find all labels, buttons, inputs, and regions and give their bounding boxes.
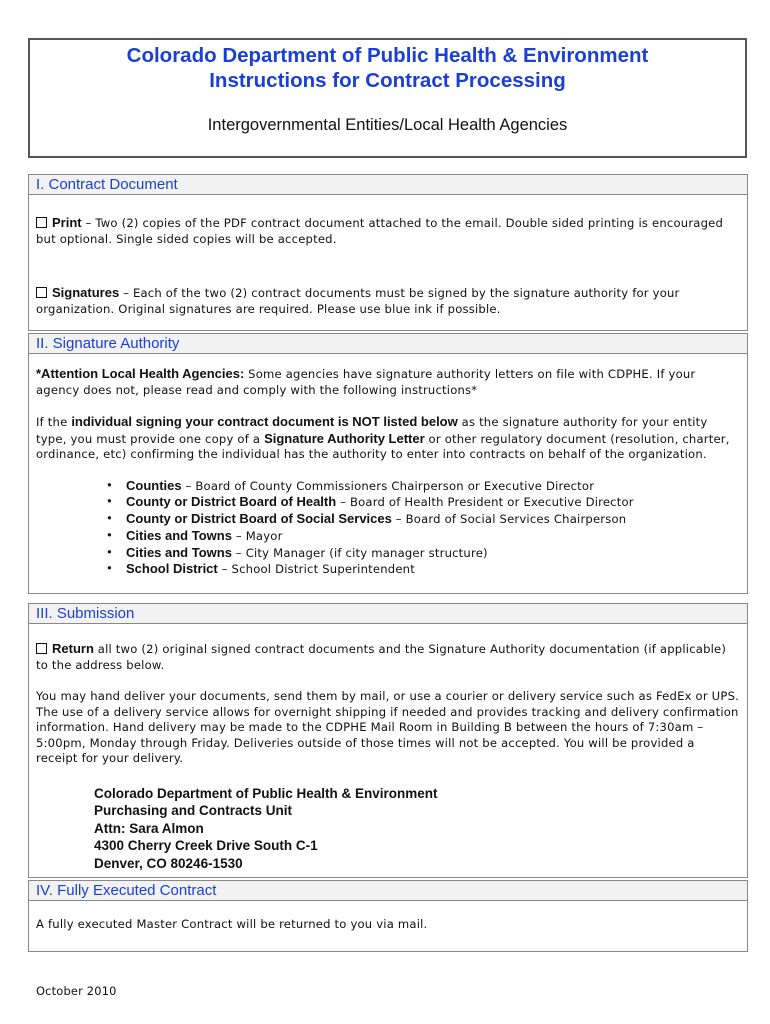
return-label: Return bbox=[52, 641, 94, 656]
para-prefix: If the bbox=[36, 415, 72, 429]
checkbox-icon bbox=[36, 643, 47, 654]
item-label: Counties bbox=[126, 477, 182, 493]
title-line-2: Instructions for Contract Processing bbox=[209, 69, 566, 92]
para-mid: as the signature authority for your entity type, you must provide one copy of a bbox=[36, 415, 708, 446]
item-text: – Board of County Commissioners Chairperson or Executive Director bbox=[181, 478, 595, 493]
document-subtitle: Intergovernmental Entities/Local Health Agencies bbox=[207, 116, 568, 134]
checkbox-icon bbox=[36, 217, 47, 228]
section-heading: I. Contract Document bbox=[29, 174, 747, 195]
checkbox-icon bbox=[36, 287, 47, 298]
section-submission bbox=[28, 603, 748, 878]
return-text: all two (2) original signed contract documents and the Signature Authority documentation (if applicable) to the address below. bbox=[36, 642, 727, 672]
signatures-instruction bbox=[29, 285, 747, 317]
document-title bbox=[30, 43, 745, 93]
delivery-paragraph: You may hand deliver your documents, send them by mail, or use a courier or delivery service such as FedEx or UPS. The use of a delivery service allows for overnight shipping if needed and provides tracking and delivery confirmation information. Hand delivery may be made to the CDPHE Mail Room in Building B between the hours of 7:30am – 5:00pm, Monday through Friday. Deliveries outside of those times will not be accepted. You will be provided a receipt for your delivery. bbox=[36, 689, 740, 765]
attention-note bbox=[29, 366, 747, 398]
list-item bbox=[126, 528, 747, 545]
attention-label: *Attention Local Health Agencies: bbox=[36, 366, 245, 381]
print-instruction bbox=[29, 215, 747, 247]
address-line: Denver, CO 80246-1530 bbox=[94, 855, 243, 871]
address-line: Attn: Sara Almon bbox=[94, 820, 204, 836]
mailing-address bbox=[94, 785, 747, 873]
para-bold-not-listed: individual signing your contract document is NOT listed below bbox=[71, 414, 458, 429]
address-line: 4300 Cherry Creek Drive South C-1 bbox=[94, 838, 318, 853]
signatures-text: – Each of the two (2) contract documents must be signed by the signature authority for your organization. Original signatures are required. Please use blue ink if possible. bbox=[36, 286, 680, 316]
item-text: – Board of Social Services Chairperson bbox=[391, 512, 627, 527]
item-text: – School District Superintendent bbox=[217, 562, 415, 577]
signatures-label: Signatures bbox=[52, 285, 120, 300]
item-label: County or District Board of Social Services bbox=[126, 511, 392, 527]
authority-paragraph bbox=[29, 414, 747, 463]
section-contract-document bbox=[28, 174, 748, 331]
section-heading: IV. Fully Executed Contract bbox=[29, 880, 747, 901]
item-label: School District bbox=[126, 561, 218, 577]
item-text: – City Manager (if city manager structure) bbox=[231, 545, 488, 560]
return-instruction bbox=[29, 641, 747, 673]
para-bold-letter: Signature Authority Letter bbox=[264, 430, 425, 446]
list-item bbox=[126, 511, 747, 528]
list-item bbox=[126, 545, 747, 562]
item-label: County or District Board of Health bbox=[126, 494, 337, 510]
list-item bbox=[126, 494, 747, 511]
section-heading: III. Submission bbox=[29, 603, 747, 624]
executed-contract-text: A fully executed Master Contract will be returned to you via mail. bbox=[36, 917, 428, 931]
list-item bbox=[126, 478, 747, 495]
footer-date: October 2010 bbox=[36, 984, 117, 998]
section-signature-authority bbox=[28, 333, 748, 594]
section-fully-executed-contract bbox=[28, 880, 748, 952]
item-label: Cities and Towns bbox=[126, 544, 232, 560]
item-text: – Board of Health President or Executive Director bbox=[336, 495, 634, 510]
para-suffix: or other regulatory document (resolution, charter, ordinance, etc) confirming the individual has the authority to enter into contracts on behalf of the organization. bbox=[36, 431, 730, 461]
address-line: Purchasing and Contracts Unit bbox=[94, 803, 293, 818]
item-label: Cities and Towns bbox=[126, 527, 232, 543]
address-line: Colorado Department of Public Health & Environment bbox=[94, 785, 438, 801]
item-text: – Mayor bbox=[231, 528, 283, 543]
section-heading: II. Signature Authority bbox=[29, 333, 747, 354]
list-item bbox=[126, 561, 747, 578]
document-header bbox=[28, 38, 747, 158]
authority-list bbox=[29, 478, 747, 579]
title-line-1: Colorado Department of Public Health & Environment bbox=[126, 44, 649, 67]
print-label: Print bbox=[52, 215, 82, 230]
attention-text: Some agencies have signature authority letters on file with CDPHE. If your agency does not, please read and comply with the following instructions* bbox=[36, 367, 696, 397]
print-text: – Two (2) copies of the PDF contract document attached to the email. Double sided printing is encouraged but optional. Single sided copies will be accepted. bbox=[36, 216, 724, 246]
